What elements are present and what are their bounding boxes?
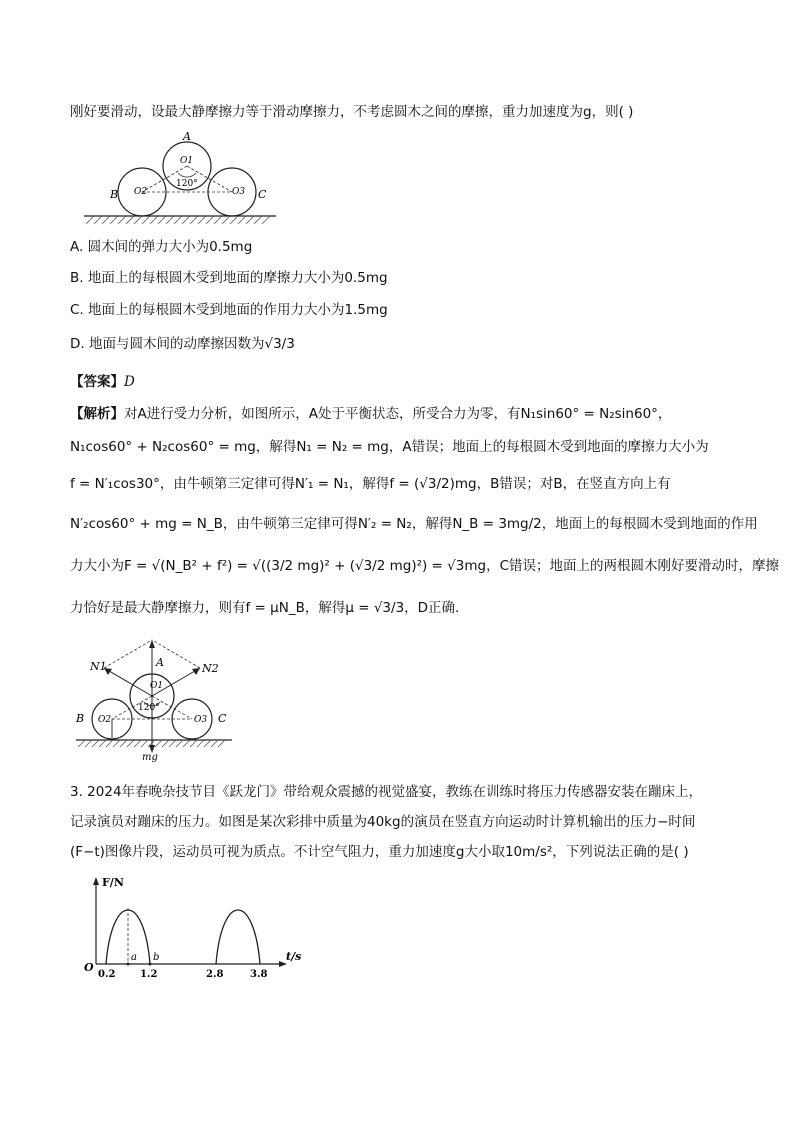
origin-label: O bbox=[84, 961, 94, 974]
label-angle: 120° bbox=[176, 179, 198, 189]
analysis-line-6: 力恰好是最大静摩擦力，则有f = μN_B，解得μ = √3/3，D正确. bbox=[70, 600, 460, 616]
label-O3-2: O3 bbox=[194, 715, 208, 725]
label-B2: B bbox=[76, 712, 85, 725]
analysis-line-5: 力大小为F = √(N_B² + f²) = √((3/2 mg)² + (√3/2 mg)²) = √3mg，C错误；地面上的两根圆木刚好要滑动时，摩擦 bbox=[70, 558, 779, 574]
tick-2-8: 2.8 bbox=[206, 969, 224, 980]
label-B: B bbox=[110, 188, 119, 201]
axis-ylabel: F/N bbox=[102, 876, 124, 889]
point-a: a bbox=[131, 952, 137, 963]
label-C: C bbox=[258, 188, 267, 201]
analysis-label: 【解析】 bbox=[70, 406, 124, 422]
option-d: D. 地面与圆木间的动摩擦因数为√3/3 bbox=[70, 336, 295, 352]
label-C2: C bbox=[218, 712, 227, 725]
option-b: B. 地面上的每根圆木受到地面的摩擦力大小为0.5mg bbox=[70, 270, 388, 286]
option-a: A. 圆木间的弹力大小为0.5mg bbox=[70, 239, 253, 255]
analysis-line-3: f = N′₁cos30°，由牛顿第三定律可得N′₁ = N₁，解得f = (√3/2)mg，B错误；对B，在竖直方向上有 bbox=[70, 476, 671, 492]
force-diagram bbox=[72, 630, 242, 766]
point-b: b bbox=[153, 952, 160, 963]
q3-line-3: (F−t)图像片段，运动员可视为质点。不计空气阻力，重力加速度g大小取10m/s²，下列说法正确的是( ) bbox=[70, 844, 689, 860]
label-A: A bbox=[183, 130, 191, 143]
label-O1-2: O1 bbox=[150, 681, 164, 691]
tick-1-2: 1.2 bbox=[140, 969, 158, 980]
answer-value: D bbox=[124, 374, 135, 390]
answer-label: 【答案】 bbox=[70, 374, 124, 390]
label-O2: O2 bbox=[134, 187, 148, 197]
label-A2: A bbox=[156, 656, 164, 669]
tick-3-8: 3.8 bbox=[250, 969, 268, 980]
q3-line-1: 3. 2024年春晚杂技节目《跃龙门》带给观众震撼的视觉盛宴，教练在训练时将压力传感器安装在蹦床上， bbox=[70, 784, 703, 800]
tick-0-2: 0.2 bbox=[98, 969, 116, 980]
label-mg: mg bbox=[142, 752, 158, 762]
label-O1: O1 bbox=[180, 156, 194, 166]
label-N1: N1 bbox=[90, 660, 107, 673]
analysis-line-1: 【解析】对A进行受力分析，如图所示，A处于平衡状态，所受合力为零，有N₁sin60° = N₂sin60°， bbox=[70, 406, 672, 422]
label-O2-2: O2 bbox=[98, 715, 112, 725]
answer bbox=[70, 372, 135, 392]
question-stem: 刚好要滑动，设最大静摩擦力等于滑动摩擦力，不考虑圆木之间的摩擦，重力加速度为g，则( ) bbox=[70, 104, 634, 120]
analysis-line-4: N′₂cos60° + mg = N_B，由牛顿第三定律可得N′₂ = N₂，解得N_B = 3mg/2，地面上的每根圆木受到地面的作用 bbox=[70, 516, 758, 532]
axis-xlabel: t/s bbox=[286, 950, 302, 963]
force-time-graph bbox=[82, 872, 312, 986]
label-O3: O3 bbox=[232, 187, 246, 197]
logs-figure bbox=[80, 128, 280, 232]
label-N2: N2 bbox=[202, 662, 219, 675]
analysis-line-2: N₁cos60° + N₂cos60° = mg，解得N₁ = N₂ = mg，A错误；地面上的每根圆木受到地面的摩擦力大小为 bbox=[70, 439, 709, 455]
label-angle-2: 120° bbox=[138, 703, 160, 713]
q3-line-2: 记录演员对蹦床的压力。如图是某次彩排中质量为40kg的演员在竖直方向运动时计算机输出的压力−时间 bbox=[70, 814, 696, 830]
option-c: C. 地面上的每根圆木受到地面的作用力大小为1.5mg bbox=[70, 302, 388, 318]
